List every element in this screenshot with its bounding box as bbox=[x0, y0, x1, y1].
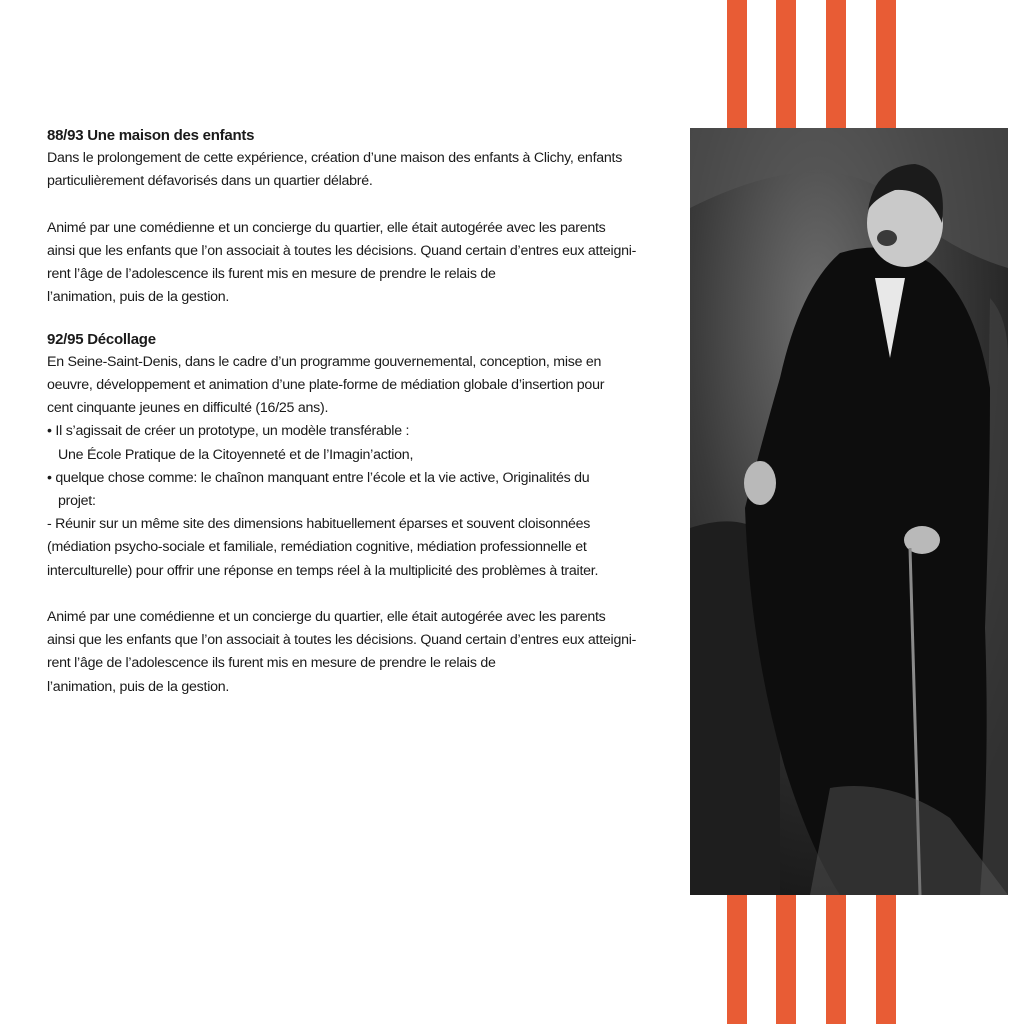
text-line: rent l’âge de l’adolescence ils furent mis en mesure de prendre le relais de bbox=[47, 655, 496, 672]
text-line: Animé par une comédienne et un concierge du quartier, elle était autogérée avec les parents bbox=[47, 609, 606, 626]
section-title: 88/93 Une maison des enfants bbox=[47, 127, 255, 144]
bullet-continuation: projet: bbox=[58, 493, 96, 510]
dash-item: - Réunir sur un même site des dimensions habituellement éparses et souvent cloisonnées bbox=[47, 516, 591, 533]
section-title: 92/95 Décollage bbox=[47, 330, 156, 348]
portrait-photo bbox=[690, 128, 1008, 895]
text-line: interculturelle) pour offrir une réponse en temps réel à la multiplicité des problèmes à traiter. bbox=[47, 562, 599, 579]
text-line: En Seine-Saint-Denis, dans le cadre d’un programme gouvernemental, conception, mise en bbox=[47, 353, 602, 370]
bullet-continuation: Une École Pratique de la Citoyenneté et de l’Imagin’action, bbox=[58, 446, 414, 463]
text-column bbox=[47, 124, 677, 699]
text-line: (médiation psycho-sociale et familiale, remédiation cognitive, médiation professionnelle et bbox=[47, 539, 587, 556]
text-line: ainsi que les enfants que l’on associait à toutes les décisions. Quand certain d’entres eux atteigni- bbox=[47, 632, 637, 649]
text-line: oeuvre, développement et animation d’une plate-forme de médiation globale d’insertion pour bbox=[47, 377, 605, 394]
bullet-item: • quelque chose comme: le chaînon manquant entre l’école et la vie active, Originalités du bbox=[47, 469, 590, 486]
text-line: l’animation, puis de la gestion. bbox=[47, 289, 230, 306]
text-line: l’animation, puis de la gestion. bbox=[47, 678, 230, 695]
text-line: cent cinquante jeunes en difficulté (16/25 ans). bbox=[47, 400, 329, 417]
bullet-item: • Il s’agissait de créer un prototype, un modèle transférable : bbox=[47, 423, 410, 440]
text-line: Dans le prolongement de cette expérience, création d’une maison des enfants à Clichy, enfants bbox=[47, 150, 623, 167]
text-line: rent l’âge de l’adolescence ils furent mis en mesure de prendre le relais de bbox=[47, 266, 496, 283]
text-line: ainsi que les enfants que l’on associait à toutes les décisions. Quand certain d’entres eux atteigni- bbox=[47, 243, 637, 259]
text-line: Animé par une comédienne et un concierge du quartier, elle était autogérée avec les parents bbox=[47, 219, 606, 236]
text-line: particulièrement défavorisés dans un quartier délabré. bbox=[47, 173, 373, 190]
